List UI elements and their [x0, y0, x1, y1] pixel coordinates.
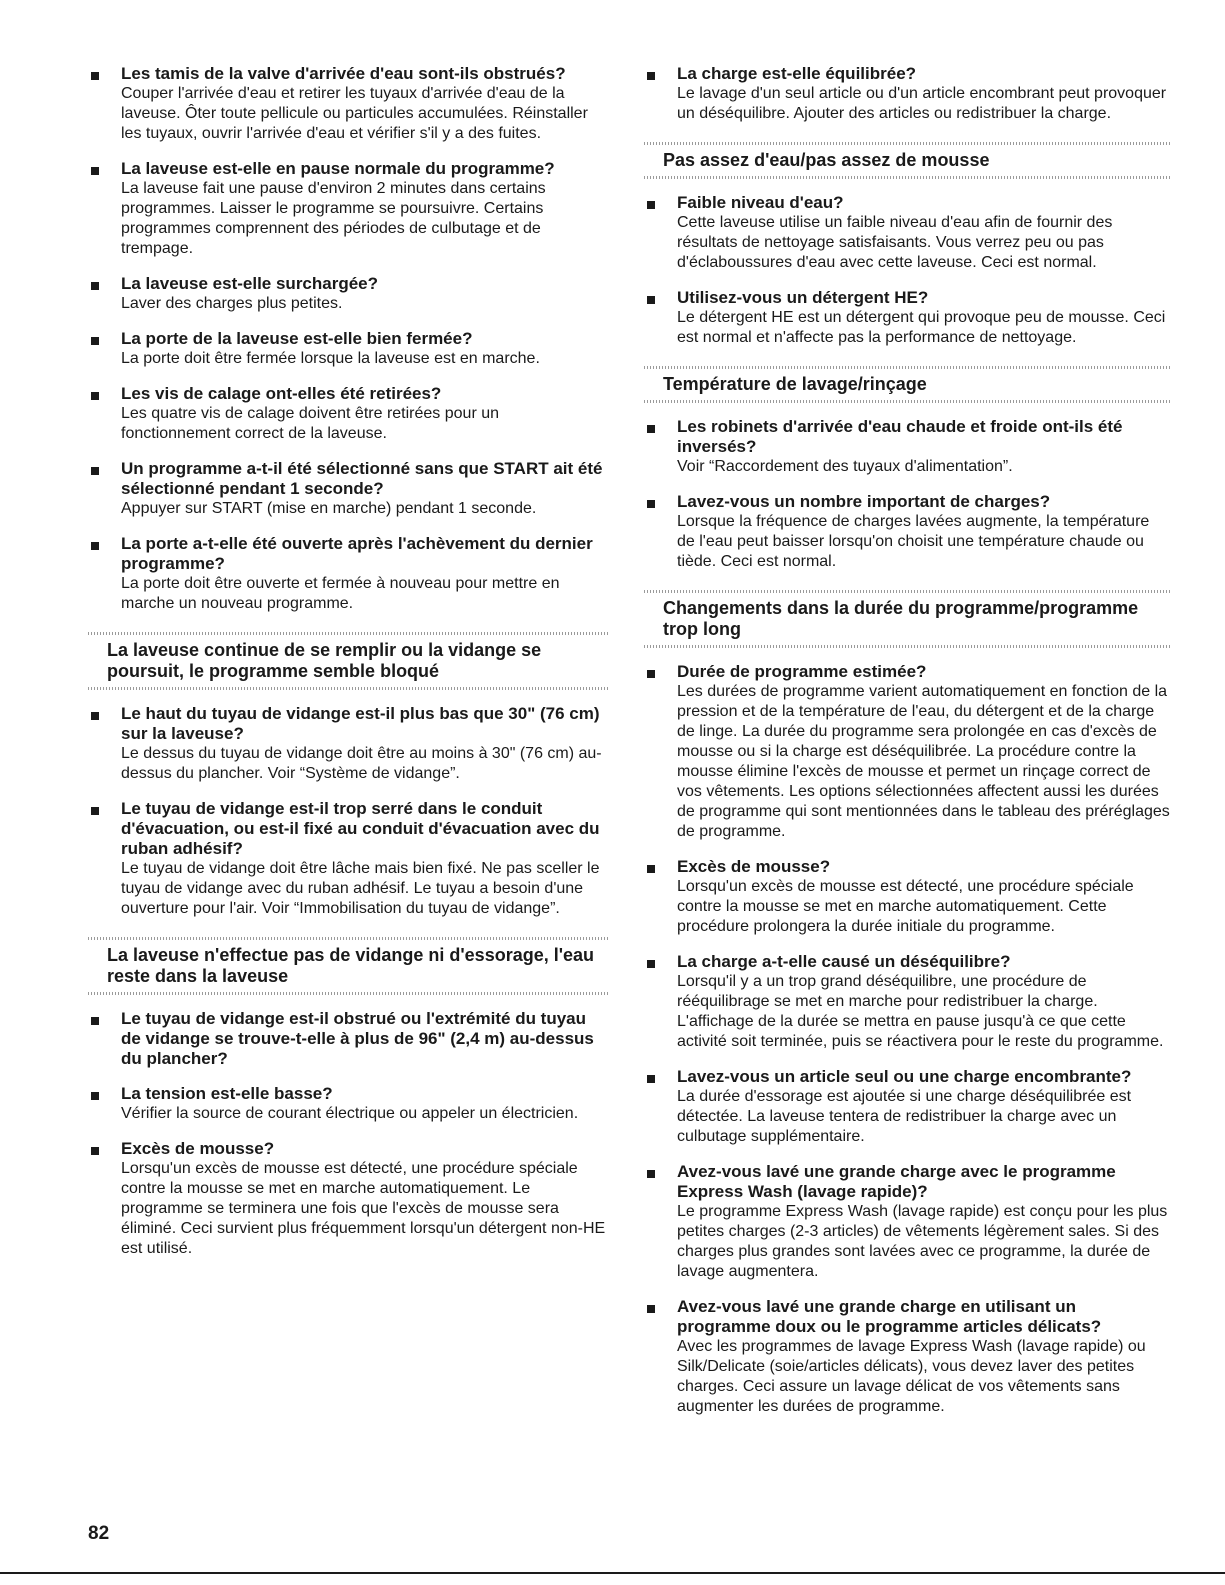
item-answer: La laveuse fait une pause d'environ 2 minutes dans certains programmes. Laisser le programme se poursuivre. Certains programmes comprennent des périodes de culbutage et de trempage. [121, 180, 546, 257]
bullet-icon [647, 296, 655, 304]
troubleshoot-item [644, 288, 1170, 348]
item-question: Le haut du tuyau de vidange est-il plus bas que 30" (76 cm) sur la laveuse? [121, 704, 600, 743]
item-question: Les robinets d'arrivée d'eau chaude et froide ont-ils été inversés? [677, 417, 1123, 456]
bullet-icon [91, 467, 99, 475]
item-answer: Couper l'arrivée d'eau et retirer les tuyaux d'arrivée d'eau de la laveuse. Ôter toute pellicule ou particules accumulées. Réinstaller les tuyaux, ouvrir l'arrivée d'eau et vérifier s'il y a des fuites. [121, 85, 588, 142]
section-heading: Changements dans la durée du programme/programme trop long [663, 598, 1139, 639]
dotted-rule [644, 400, 1170, 403]
item-answer: Cette laveuse utilise un faible niveau d'eau afin de fournir des résultats de nettoyage satisfaisants. Vous verrez peu ou pas d'éclaboussures d'eau avec cette laveuse. Ceci est normal. [677, 214, 1113, 271]
item-question: La porte de la laveuse est-elle bien fermée? [121, 329, 473, 348]
item-answer: Le détergent HE est un détergent qui provoque peu de mousse. Ceci est normal et n'affecte pas la performance de nettoyage. [677, 309, 1166, 346]
bullet-icon [647, 960, 655, 968]
item-question: Excès de mousse? [677, 857, 831, 876]
item-question: Faible niveau d'eau? [677, 193, 844, 212]
bullet-icon [647, 1075, 655, 1083]
troubleshoot-item [88, 534, 608, 614]
item-question: Avez-vous lavé une grande charge avec le programme Express Wash (lavage rapide)? [677, 1162, 1116, 1201]
section-header [644, 142, 1170, 179]
right-column [644, 64, 1170, 1432]
section-header [644, 366, 1170, 403]
bullet-icon [91, 337, 99, 345]
item-answer: La porte doit être ouverte et fermée à nouveau pour mettre en marche un nouveau programme. [121, 575, 560, 612]
item-answer: Lorsqu'un excès de mousse est détecté, une procédure spéciale contre la mousse se met en marche automatiquement. Le programme se terminera une fois que l'excès de mousse sera éliminé. Ceci survient plus fréquemment lorsqu'un détergent non-HE est utilisé. [121, 1160, 606, 1257]
item-question: Lavez-vous un nombre important de charges? [677, 492, 1051, 511]
bullet-icon [91, 282, 99, 290]
item-answer: Laver des charges plus petites. [121, 295, 343, 312]
item-question: La charge a-t-elle causé un déséquilibre? [677, 952, 1011, 971]
troubleshoot-item [88, 329, 608, 369]
item-answer: La durée d'essorage est ajoutée si une charge déséquilibrée est détectée. La laveuse tentera de redistribuer la charge avec un culbutage supplémentaire. [677, 1088, 1132, 1145]
troubleshoot-item [88, 384, 608, 444]
dotted-rule [88, 687, 608, 690]
item-question: Avez-vous lavé une grande charge en utilisant un programme doux ou le programme articles délicats? [677, 1297, 1102, 1336]
page-bottom-rule [0, 1572, 1225, 1574]
troubleshoot-item [644, 952, 1170, 1052]
dotted-rule [88, 992, 608, 995]
bullet-icon [647, 425, 655, 433]
item-question: Le tuyau de vidange est-il trop serré dans le conduit d'évacuation, ou est-il fixé au conduit d'évacuation avec du ruban adhésif? [121, 799, 600, 858]
dotted-rule [644, 366, 1170, 369]
section-heading: La laveuse n'effectue pas de vidange ni d'essorage, l'eau reste dans la laveuse [107, 945, 595, 986]
item-answer: Les durées de programme varient automatiquement en fonction de la pression et de la température de l'eau, du détergent et de la charge de linge. La durée du programme sera prolongée en cas d'excès de mousse ou si la charge est déséquilibrée. La procédure contre la mousse élimine l'excès de mousse et permet un rinçage correct de vos vêtements. Les options sélectionnées affectent aussi les durées de programme qui sont mentionnées dans le tableau des préréglages de programme. [677, 683, 1170, 840]
item-question: La porte a-t-elle été ouverte après l'achèvement du dernier programme? [121, 534, 593, 573]
troubleshoot-item [88, 1084, 608, 1124]
item-answer: Vérifier la source de courant électrique ou appeler un électricien. [121, 1105, 579, 1122]
bullet-icon [647, 865, 655, 873]
dotted-rule [644, 142, 1170, 145]
item-answer: Lorsqu'un excès de mousse est détecté, une procédure spéciale contre la mousse se met en marche automatiquement. Cette procédure prolongera la durée initiale du programme. [677, 878, 1134, 935]
troubleshoot-item [88, 704, 608, 784]
troubleshoot-item [644, 492, 1170, 572]
item-answer: Le lavage d'un seul article ou d'un article encombrant peut provoquer un déséquilibre. Ajouter des articles ou redistribuer la charge. [677, 85, 1167, 122]
item-answer: Les quatre vis de calage doivent être retirées pour un fonctionnement correct de la laveuse. [121, 405, 500, 442]
bullet-icon [91, 712, 99, 720]
bullet-icon [91, 807, 99, 815]
bullet-icon [647, 201, 655, 209]
item-answer: Le programme Express Wash (lavage rapide) est conçu pour les plus petites charges (2-3 articles) de vêtements légèrement sales. Si des charges plus grandes sont lavées avec ce programme, la durée de lavage augmentera. [677, 1203, 1168, 1280]
item-answer: Le tuyau de vidange doit être lâche mais bien fixé. Ne pas sceller le tuyau de vidange avec du ruban adhésif. Le tuyau a besoin d'une ouverture pour l'air. Voir “Immobilisation du tuyau de vidange”. [121, 860, 600, 917]
section-heading: La laveuse continue de se remplir ou la vidange se poursuit, le programme semble bloqué [107, 640, 542, 681]
troubleshoot-item [88, 159, 608, 259]
item-question: Un programme a-t-il été sélectionné sans que START ait été sélectionné pendant 1 seconde? [121, 459, 603, 498]
item-question: Excès de mousse? [121, 1139, 275, 1158]
item-answer: Avec les programmes de lavage Express Wash (lavage rapide) ou Silk/Delicate (soie/articles délicats), vous devez laver des petites charges. Ceci assure un lavage délicat de vos vêtements sans augmenter les durées de programme. [677, 1338, 1146, 1415]
bullet-icon [91, 392, 99, 400]
item-answer: Lorsque la fréquence de charges lavées augmente, la température de l'eau peut baisser lorsqu'on choisit une température chaude ou tiède. Ceci est normal. [677, 513, 1150, 570]
item-question: La laveuse est-elle en pause normale du programme? [121, 159, 555, 178]
dotted-rule [88, 632, 608, 635]
troubleshoot-item [644, 1162, 1170, 1282]
dotted-rule [644, 645, 1170, 648]
item-answer: Lorsqu'il y a un trop grand déséquilibre, une procédure de rééquilibrage se met en marche pour redistribuer la charge. L'affichage de la durée se mettra en pause jusqu'à ce que cette activité soit terminée, puis se réactivera pour le reste du programme. [677, 973, 1164, 1050]
dotted-rule [644, 590, 1170, 593]
bullet-icon [91, 167, 99, 175]
troubleshoot-item [88, 64, 608, 144]
troubleshoot-item [644, 857, 1170, 937]
bullet-icon [91, 72, 99, 80]
item-question: Les vis de calage ont-elles été retirées? [121, 384, 442, 403]
item-answer: La porte doit être fermée lorsque la laveuse est en marche. [121, 350, 540, 367]
item-question: La tension est-elle basse? [121, 1084, 333, 1103]
bullet-icon [647, 1170, 655, 1178]
page-number: 82 [88, 1523, 110, 1544]
dotted-rule [88, 937, 608, 940]
section-heading: Pas assez d'eau/pas assez de mousse [663, 150, 990, 170]
bullet-icon [647, 72, 655, 80]
item-question: La charge est-elle équilibrée? [677, 64, 917, 83]
bullet-icon [647, 500, 655, 508]
dotted-rule [644, 176, 1170, 179]
troubleshoot-item [644, 1297, 1170, 1417]
section-header [644, 590, 1170, 648]
item-question: Utilisez-vous un détergent HE? [677, 288, 929, 307]
troubleshoot-item [88, 1139, 608, 1259]
troubleshoot-item [88, 274, 608, 314]
troubleshoot-item [644, 193, 1170, 273]
troubleshoot-item [644, 662, 1170, 842]
section-header [88, 632, 608, 690]
item-answer: Voir “Raccordement des tuyaux d'alimentation”. [677, 458, 1013, 475]
section-heading: Température de lavage/rinçage [663, 374, 927, 394]
bullet-icon [91, 1147, 99, 1155]
troubleshoot-item [88, 459, 608, 519]
item-question: Les tamis de la valve d'arrivée d'eau sont-ils obstrués? [121, 64, 566, 83]
troubleshoot-item [644, 64, 1170, 124]
item-question: Durée de programme estimée? [677, 662, 927, 681]
item-question: Le tuyau de vidange est-il obstrué ou l'extrémité du tuyau de vidange se trouve-t-elle à plus de 96" (2,4 m) au-dessus du plancher? [121, 1009, 594, 1068]
bullet-icon [91, 1092, 99, 1100]
left-column [88, 64, 608, 1274]
bullet-icon [647, 1305, 655, 1313]
troubleshoot-item [88, 799, 608, 919]
bullet-icon [647, 670, 655, 678]
bullet-icon [91, 1017, 99, 1025]
item-question: La laveuse est-elle surchargée? [121, 274, 379, 293]
item-answer: Le dessus du tuyau de vidange doit être au moins à 30" (76 cm) au-dessus du plancher. Voir “Système de vidange”. [121, 745, 602, 782]
item-question: Lavez-vous un article seul ou une charge encombrante? [677, 1067, 1132, 1086]
troubleshoot-item [644, 1067, 1170, 1147]
troubleshoot-item [644, 417, 1170, 477]
section-header [88, 937, 608, 995]
item-answer: Appuyer sur START (mise en marche) pendant 1 seconde. [121, 500, 537, 517]
troubleshoot-item [88, 1009, 608, 1069]
bullet-icon [91, 542, 99, 550]
